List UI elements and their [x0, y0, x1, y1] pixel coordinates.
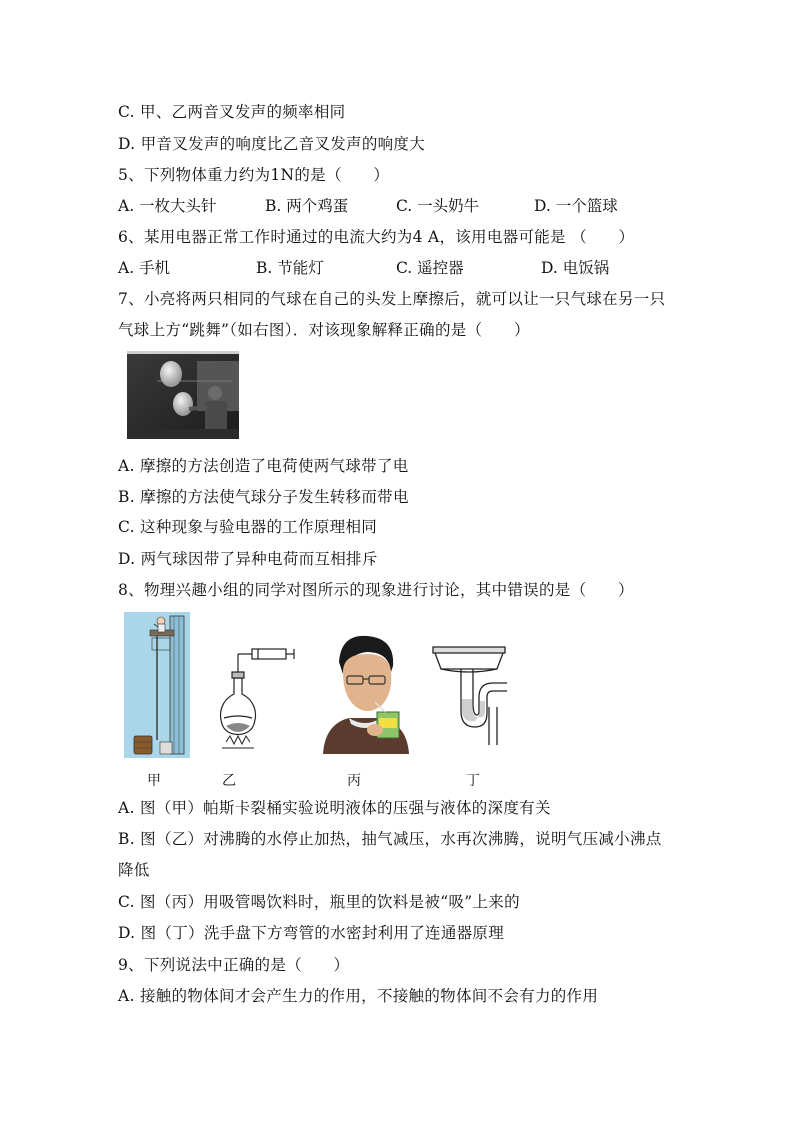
figure-caption-bing: 丙	[347, 773, 361, 789]
question-8: 8、物理兴趣小组的同学对图所示的现象进行讨论，其中错误的是（ ）	[118, 581, 634, 599]
q7-option-d: D. 两气球因带了异种电荷而互相排斥	[118, 550, 378, 568]
q6-option-b: B. 节能灯	[256, 259, 324, 277]
q6-option-c: C. 遥控器	[396, 259, 464, 277]
q7-option-c: C. 这种现象与验电器的工作原理相同	[118, 518, 378, 536]
q8-option-b-line2: 降低	[118, 861, 150, 879]
q6-option-a: A. 手机	[118, 259, 171, 277]
figure-bing-boy-drinking	[319, 632, 411, 754]
figure-yi-flask-syringe	[208, 640, 298, 755]
figure-caption-yi: 乙	[222, 773, 236, 789]
figure-ding-sink-trap	[427, 641, 511, 748]
question-5: 5、下列物体重力约为1N的是（ ）	[118, 166, 390, 184]
balloon-photo	[127, 351, 239, 439]
q7-option-a: A. 摩擦的方法创造了电荷使两气球带了电	[118, 457, 409, 475]
figure-jia-pascal-barrel	[124, 612, 190, 758]
figure-caption-ding: 丁	[466, 773, 480, 789]
q8-option-c: C. 图（丙）用吸管喝饮料时，瓶里的饮料是被“吸”上来的	[118, 893, 520, 911]
q9-option-a: A. 接触的物体间才会产生力的作用，不接触的物体间不会有力的作用	[118, 987, 599, 1005]
q8-option-d: D. 图（丁）洗手盘下方弯管的水密封利用了连通器原理	[118, 924, 505, 942]
q8-option-a: A. 图（甲）帕斯卡裂桶实验说明液体的压强与液体的深度有关	[118, 799, 551, 817]
q5-option-d: D. 一个篮球	[534, 197, 618, 215]
q7-option-b: B. 摩擦的方法使气球分子发生转移而带电	[118, 488, 409, 506]
q5-option-b: B. 两个鸡蛋	[265, 197, 349, 215]
q8-option-b-line1: B. 图（乙）对沸腾的水停止加热，抽气减压，水再次沸腾，说明气压减小沸点	[118, 830, 662, 848]
figure-caption-jia: 甲	[147, 773, 161, 789]
q6-option-d: D. 电饭锅	[541, 259, 610, 277]
question-6: 6、某用电器正常工作时通过的电流大约为4 A，该用电器可能是 （ ）	[118, 228, 635, 246]
question-7-line2: 气球上方“跳舞”（如右图）．对该现象解释正确的是（ ）	[118, 321, 530, 339]
q4-option-c: C. 甲、乙两音叉发声的频率相同	[118, 103, 346, 121]
q5-option-c: C. 一头奶牛	[396, 197, 480, 215]
question-7-line1: 7、小亮将两只相同的气球在自己的头发上摩擦后，就可以让一只气球在另一只	[118, 290, 666, 308]
question-9: 9、下列说法中正确的是（ ）	[118, 956, 350, 974]
q5-option-a: A. 一枚大头针	[118, 197, 217, 215]
q4-option-d: D. 甲音叉发声的响度比乙音叉发声的响度大	[118, 135, 426, 153]
